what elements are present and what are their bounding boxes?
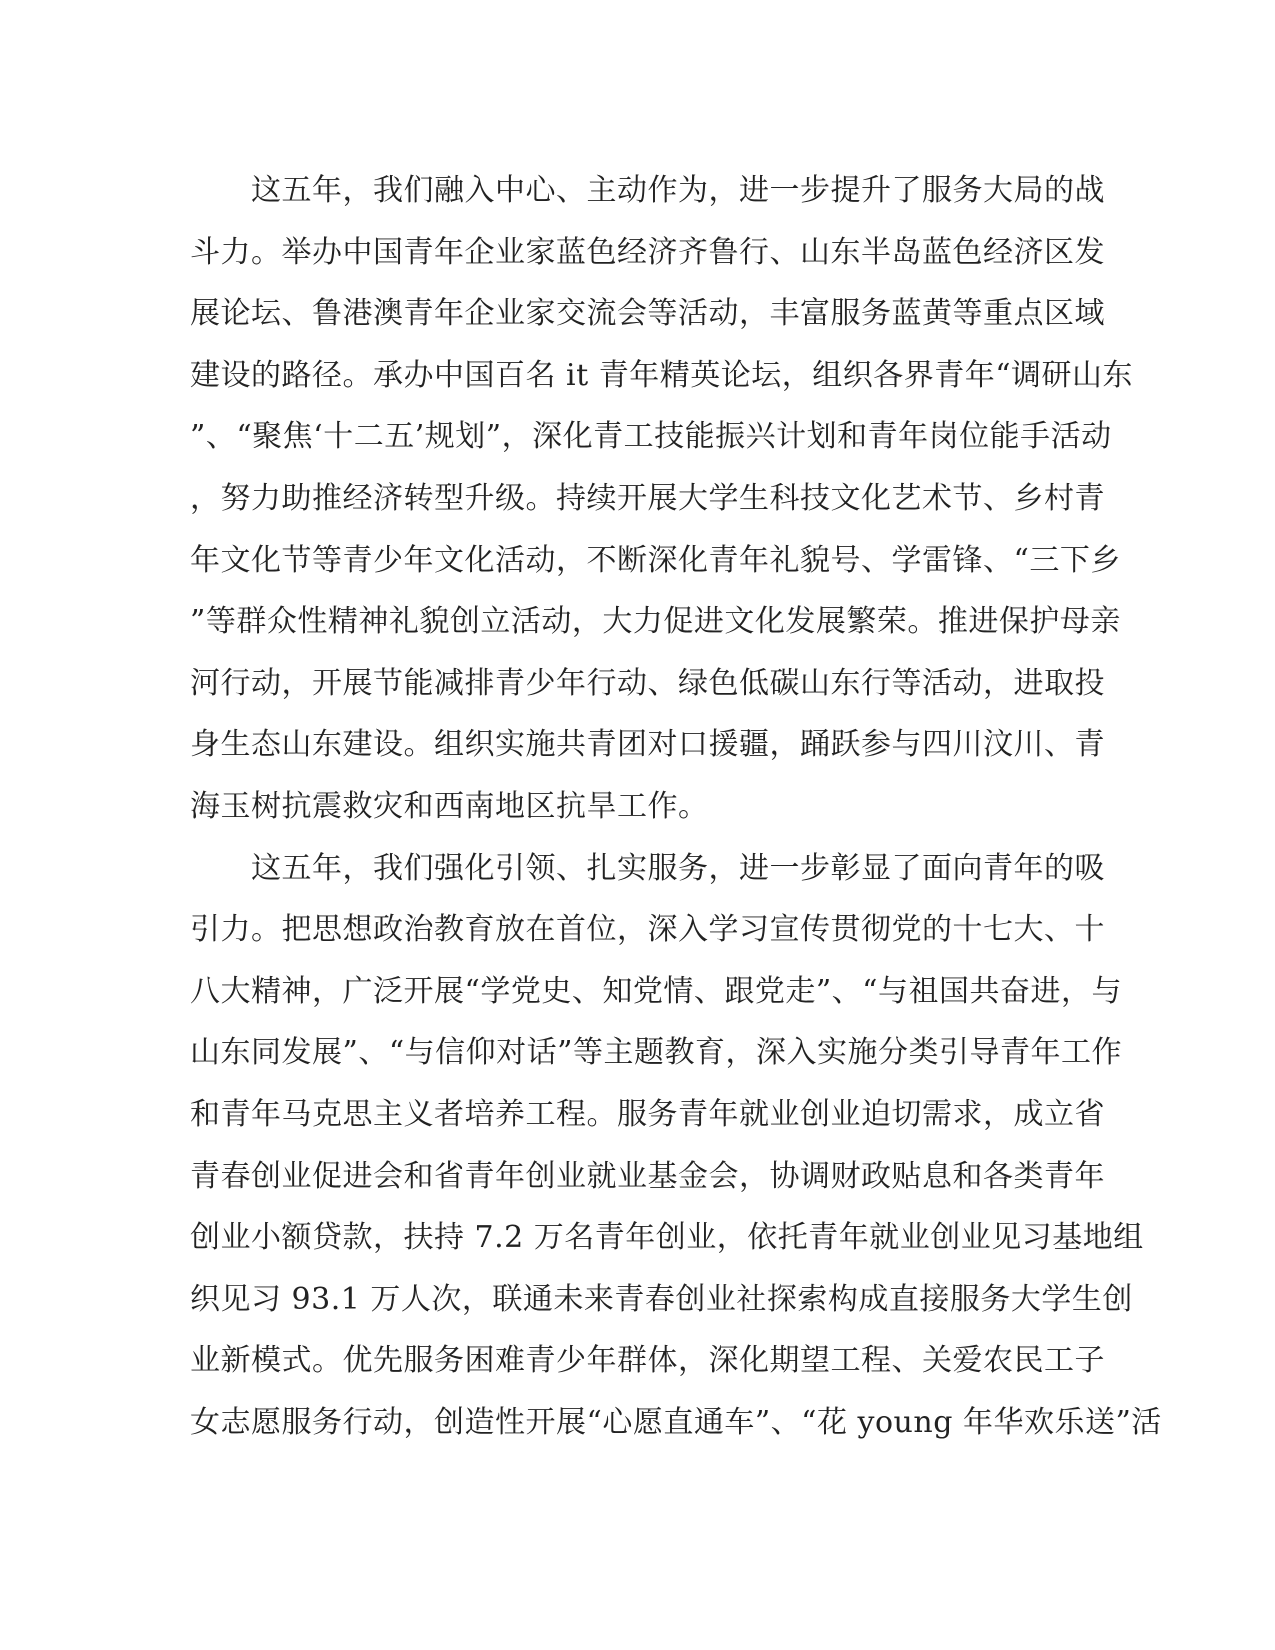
text-line: 建设的路径。承办中国百名 it 青年精英论坛，组织各界青年“调研山东 bbox=[190, 357, 1134, 393]
text-line: 八大精神，广泛开展“学党史、知党情、跟党走”、“与祖国共奋进，与 bbox=[190, 973, 1123, 1009]
text-line: 和青年马克思主义者培养工程。服务青年就业创业迫切需求，成立省 bbox=[190, 1096, 1105, 1132]
body-text bbox=[190, 160, 1162, 1453]
text-line: 织见习 93.1 万人次，联通未来青春创业社探索构成直接服务大学生创 bbox=[190, 1281, 1133, 1317]
text-line: 展论坛、鲁港澳青年企业家交流会等活动，丰富服务蓝黄等重点区域 bbox=[190, 296, 1105, 332]
text-line: 这五年，我们强化引领、扎实服务，进一步彰显了面向青年的吸 bbox=[190, 850, 1105, 886]
text-line: 海玉树抗震救灾和西南地区抗旱工作。 bbox=[190, 788, 709, 824]
text-line: ”、“聚焦‘十二五’规划”，深化青工技能振兴计划和青年岗位能手活动 bbox=[190, 419, 1112, 455]
text-line: ，努力助推经济转型升级。持续开展大学生科技文化艺术节、乡村青 bbox=[190, 480, 1105, 516]
text-line: ”等群众性精神礼貌创立活动，大力促进文化发展繁荣。推进保护母亲 bbox=[190, 604, 1121, 640]
text-line: 河行动，开展节能减排青少年行动、绿色低碳山东行等活动，进取投 bbox=[190, 665, 1105, 701]
text-line: 年文化节等青少年文化活动，不断深化青年礼貌号、学雷锋、“三下乡 bbox=[190, 542, 1121, 578]
text-line: 斗力。举办中国青年企业家蓝色经济齐鲁行、山东半岛蓝色经济区发 bbox=[190, 234, 1105, 270]
text-line: 创业小额贷款，扶持 7.2 万名青年创业，依托青年就业创业见习基地组 bbox=[190, 1220, 1144, 1256]
text-line: 山东同发展”、“与信仰对话”等主题教育，深入实施分类引导青年工作 bbox=[190, 1035, 1123, 1071]
paragraph bbox=[190, 838, 1162, 1454]
text-line: 这五年，我们融入中心、主动作为，进一步提升了服务大局的战 bbox=[190, 173, 1105, 208]
text-line: 女志愿服务行动，创造性开展“心愿直通车”、“花 young 年华欢乐送”活 bbox=[190, 1404, 1162, 1440]
paragraph bbox=[190, 160, 1134, 838]
text-line: 引力。把思想政治教育放在首位，深入学习宣传贯彻党的十七大、十 bbox=[190, 912, 1105, 948]
text-line: 身生态山东建设。组织实施共青团对口援疆，踊跃参与四川汶川、青 bbox=[190, 727, 1105, 763]
text-line: 青春创业促进会和省青年创业就业基金会，协调财政贴息和各类青年 bbox=[190, 1158, 1105, 1194]
text-line: 业新模式。优先服务困难青少年群体，深化期望工程、关爱农民工子 bbox=[190, 1343, 1105, 1379]
